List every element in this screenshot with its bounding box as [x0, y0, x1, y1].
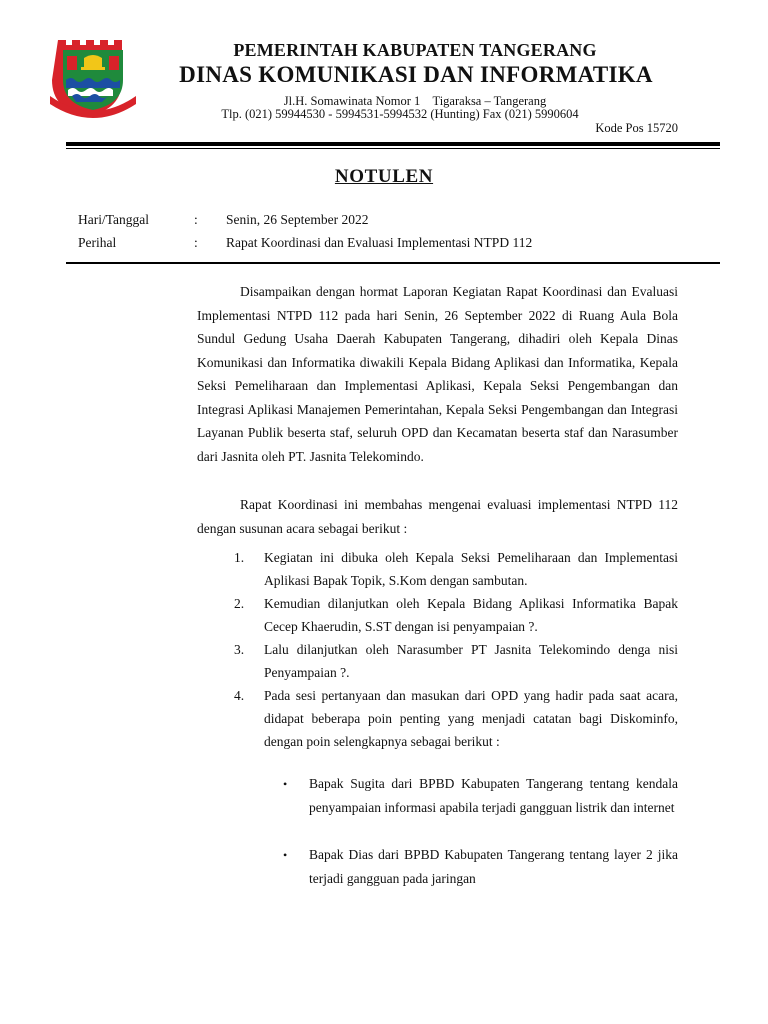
- list-number: 1.: [234, 550, 245, 565]
- bullet-text: Bapak Dias dari BPBD Kabupaten Tangerang tentang layer 2 jika terjadi gangguan pada jaringan: [309, 847, 678, 886]
- letterhead-postal-code: Kode Pos 15720: [595, 121, 678, 135]
- meta-colon: :: [194, 212, 198, 227]
- body-paragraph-agenda: Rapat Koordinasi ini membahas mengenai evaluasi implementasi NTPD 112 dengan susunan acara sebagai berikut :: [197, 497, 678, 536]
- document-title: NOTULEN: [334, 166, 434, 187]
- letterhead-rule-thin: [66, 148, 720, 149]
- letterhead-agency: DINAS KOMUNIKASI DAN INFORMATIKA: [179, 62, 653, 87]
- letterhead-rule: [66, 142, 720, 146]
- letterhead-government: PEMERINTAH KABUPATEN TANGERANG: [233, 40, 597, 60]
- list-item-text: Kegiatan ini dibuka oleh Kepala Seksi Pemeliharaan dan Implementasi Aplikasi Bapak Topik, S.Kom dengan sambutan.: [264, 550, 678, 588]
- meta-value: Rapat Koordinasi dan Evaluasi Implementasi NTPD 112: [226, 235, 533, 250]
- meta-colon: :: [194, 235, 198, 250]
- list-item-text: Lalu dilanjutkan oleh Narasumber PT Jasnita Telekomindo denga nisi Penyampaian ?.: [264, 642, 678, 680]
- bullet-mark: •: [283, 777, 288, 791]
- list-number: 3.: [234, 642, 245, 657]
- bullet-item: [283, 843, 678, 891]
- letterhead-phone: Tlp. (021) 59944530 - 5994531-5994532 (Hunting) Fax (021) 5990604: [221, 107, 579, 121]
- meta-row-date: [78, 212, 678, 232]
- meta-label: Perihal: [78, 235, 117, 250]
- section-divider: [66, 262, 720, 264]
- meta-value: Senin, 26 September 2022: [226, 212, 369, 227]
- meta-row-subject: [78, 235, 678, 255]
- list-number: 4.: [234, 688, 245, 703]
- list-item: [234, 592, 678, 638]
- bullet-mark: •: [283, 848, 288, 862]
- bullet-item: [283, 772, 678, 844]
- list-item: [234, 546, 678, 592]
- list-item-text: Pada sesi pertanyaan dan masukan dari OPD yang hadir pada saat acara, didapat beberapa poin penting yang menjadi catatan bagi Diskominfo, dengan poin selengkapnya sebagai berikut :: [264, 688, 678, 749]
- letterhead-address: Jl.H. Somawinata Nomor 1 Tigaraksa – Tangerang: [283, 94, 547, 108]
- list-number: 2.: [234, 596, 245, 611]
- body-paragraph-intro: Disampaikan dengan hormat Laporan Kegiatan Rapat Koordinasi dan Evaluasi Implementasi NTPD 112 pada hari Senin, 26 September 2022 di Ruang Aula Bola Sundul Gedung Usaha Daerah Kabupaten Tangerang, dihadiri oleh Kepala Dinas Komunikasi dan Informatika diwakili Kepala Bidang Aplikasi dan Informatika, Kepala Seksi Pemeliharaan dan Implementasi Aplikasi, Kepala Seksi Pengembangan dan Integrasi Aplikasi Manajemen Pemerintahan, Kepala Seksi Pengembangan dan Integrasi Layanan Publik beserta staf, seluruh OPD dan Kecamatan beserta staf dan Narasumber dari Jasnita oleh PT. Jasnita Telekomindo.: [197, 284, 678, 464]
- list-item: [234, 638, 678, 684]
- bullet-text: Bapak Sugita dari BPBD Kabupaten Tangerang tentang kendala penyampaian informasi apabila terjadi gangguan listrik dan internet: [309, 776, 678, 815]
- list-item: [234, 684, 678, 754]
- meta-label: Hari/Tanggal: [78, 212, 150, 227]
- list-item-text: Kemudian dilanjutkan oleh Kepala Bidang Aplikasi Informatika Bapak Cecep Khaerudin, S.ST dengan isi penyampaian ?.: [264, 596, 678, 634]
- regency-logo: [48, 36, 138, 122]
